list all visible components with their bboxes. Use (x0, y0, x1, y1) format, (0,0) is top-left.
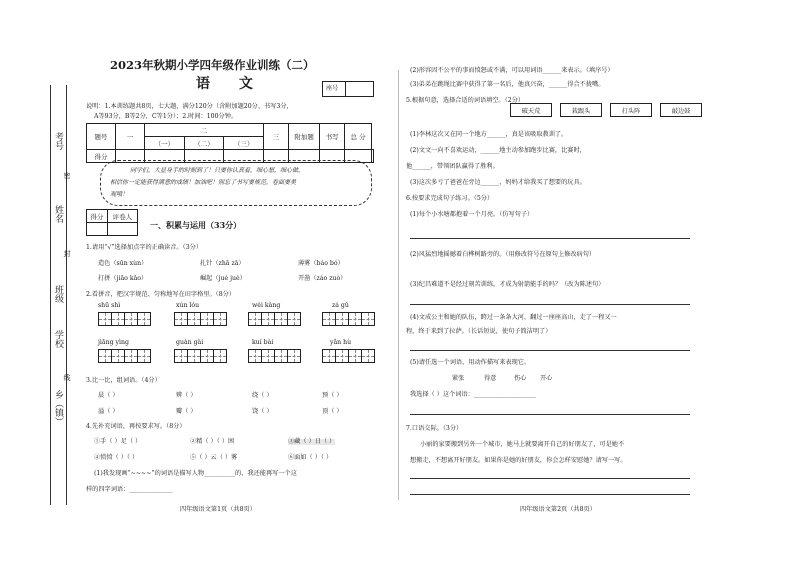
subject-title: 语 文 (196, 76, 265, 92)
score-table (86, 123, 374, 163)
q4-item[interactable]: ③藏（ ）日（ ） (288, 438, 336, 445)
answer-line[interactable] (410, 494, 690, 495)
q1-item[interactable]: 薄雾（báo bó） (298, 260, 344, 267)
q6-choose[interactable]: 我选择（ ）这个词语：____________________ (410, 391, 536, 398)
q3-item[interactable]: 晨（ ） (98, 392, 119, 399)
q4-item[interactable]: ⑥面如（ ）（ ） (288, 454, 333, 461)
grader-score-cell[interactable] (87, 223, 108, 236)
answer-line[interactable] (410, 414, 690, 415)
q5-item-3[interactable]: (3)这次多亏了爸爸在旁边______，妈妈才给我买了想要的玩具。 (410, 179, 586, 186)
page-divider (398, 70, 399, 500)
q6-item-5: (5)请任选一个词语，用动作描写来表现它。 (410, 359, 531, 366)
tianzi-grid[interactable] (322, 349, 374, 363)
q6-option: 得意 (484, 375, 497, 382)
seal-mi: 密 (63, 172, 71, 179)
instructions-line-1: 说明：1.本训练题共8页，七大题，满分120分（含附加题20分、书写3分， (86, 103, 293, 110)
score-th-2: 二 (145, 124, 264, 137)
q3-item[interactable]: 顶（ ） (322, 408, 343, 415)
instructions-line-2: A等93分，B等2分，C等1分）；2.时间：100分钟。 (94, 113, 238, 120)
q5-item-1[interactable]: (1)李林这次又在同一个地方______，真是该吸取教训了。 (410, 131, 568, 138)
grader-score-label: 得分 (87, 210, 108, 223)
score-th-2-2: （二） (184, 137, 224, 150)
q4-text: 4.先补充词语，再按要求写。（8分） (86, 423, 186, 430)
q4-sub1: (1)我发现画“~~~~”的词语是描写人物__________的，我还能再写一个这 (94, 470, 297, 477)
grader-name-cell[interactable] (107, 223, 137, 236)
q6-item-4: (4)文成公主和她的队伍，跨过一条条大河，翻过一座座高山，走了一程又一 (410, 314, 617, 321)
grader-table (86, 209, 138, 236)
score-th-1: 一 (116, 124, 145, 150)
answer-line[interactable] (410, 350, 690, 351)
tianzi-grid[interactable] (98, 312, 150, 326)
q2-pinyin: shū shì (98, 302, 121, 309)
q6-item-3: (3)纪昌难道不是经过刻苦训练，才成为射箭能手的吗？（改为陈述句） (410, 281, 605, 288)
q3-item[interactable]: 瓣（ ） (176, 408, 197, 415)
score-row-label: 得分 (87, 150, 116, 163)
q5-item-2b[interactable]: 他______，带领团队赢得了胜利。 (406, 163, 499, 170)
answer-line[interactable] (410, 238, 690, 239)
word-option: 打头阵 (610, 103, 652, 117)
score-th-3: 三 (264, 124, 289, 150)
q7-text: 7.口语交际。（3分） (406, 425, 463, 432)
q6-option: 开心 (540, 375, 553, 382)
q2-pinyin: guàn gài (176, 339, 204, 346)
q7-line-1: 小丽的家要搬到另外一个城市，她马上就要离开自己的好朋友了，可是她不 (420, 441, 625, 448)
q3-item[interactable]: 饶（ ） (252, 408, 273, 415)
score-th-total: 总 分 (345, 124, 372, 150)
word-option: 栽跟头 (560, 103, 602, 117)
tianzi-grid[interactable] (248, 349, 300, 363)
seat-label: 座号 (326, 85, 339, 92)
score-th-label: 题号 (87, 124, 116, 150)
q4-item[interactable]: ②精（ ）（ ）困 (190, 438, 235, 445)
score-th-writing: 书写 (320, 124, 345, 150)
binding-label-name: 姓名 (53, 205, 63, 223)
q3-item[interactable]: 预（ ） (322, 392, 343, 399)
tianzi-grid[interactable] (248, 312, 300, 326)
seal-feng: 封 (63, 250, 71, 257)
q4-cont-3: (3)弟弟在跳绳比赛中获得了第一名后，他真兴奋，______得合不拢嘴。 (410, 81, 605, 88)
score-th-2-3: （三） (224, 137, 264, 150)
answer-line[interactable] (410, 304, 690, 305)
q4-item[interactable]: ⑤（ ）云（ ）雾 (190, 454, 238, 461)
encourage-line-2: 相信你一定能获得满意的成绩！加油吧！别忘了书写要规范，卷面要美 (110, 179, 297, 186)
q2-text: 2.看拼音，把汉字规范、匀称地写在田字格里。（8分） (86, 291, 236, 298)
tianzi-grid[interactable] (174, 312, 226, 326)
q7-line-2: 想搬走，不想离开好朋友。如果你是她的好朋友，你会怎样安慰她？请写一写。 (410, 457, 627, 464)
q1-text: 1.请用“√”选择加点字的正确读音。（3分） (86, 244, 203, 251)
section1-heading: 一、积累与运用（33分） (150, 220, 242, 230)
q4-cont-2: (2)形容因不公平的事而愤怒或不满，可以用词语______来表示。（填序号） (410, 67, 614, 74)
q3-item[interactable]: 辨（ ） (176, 392, 197, 399)
q2-pinyin: jiāng yìng (98, 339, 129, 346)
binding-label-class: 班级 (53, 285, 63, 303)
tianzi-grid[interactable] (174, 349, 226, 363)
encourage-line-1: 同学们，大显身手的时刻到了！只要你认真看，细心想，细心做， (130, 167, 305, 174)
q2-pinyin: yǎn hù (330, 339, 352, 346)
q2-pinyin: zá gǔ (332, 302, 349, 309)
grader-name-label: 评卷人 (107, 210, 137, 223)
q3-text: 3.比一比，组词语。（4分） (86, 377, 161, 384)
binding-line-inner (66, 85, 67, 505)
score-th-2-1: （一） (145, 137, 185, 150)
q5-text: 5.根据句意，选择合适的词语填空。（2分） (406, 97, 525, 104)
word-option: 破天荒 (510, 103, 552, 117)
q1-item[interactable]: 打拼（jiāo kǎo） (98, 275, 148, 282)
q6-option: 伤心 (514, 375, 527, 382)
q1-item[interactable]: 造色（sūn xùn） (98, 260, 148, 267)
seal-xian: 线 (63, 374, 71, 381)
encourage-line-3: 观哦！ (110, 191, 129, 198)
q4-item[interactable]: ①手（ ）足（ ） (94, 438, 142, 445)
q3-item[interactable]: 溢（ ） (98, 408, 119, 415)
seat-box[interactable] (322, 81, 374, 97)
q6-item-1: (1)每个小水塘都抱着一个月亮。（仿写句子） (410, 211, 534, 218)
q2-pinyin: wéi kàng (252, 302, 281, 309)
q6-text: 6.按要求完成句子练习。（5分） (406, 195, 494, 202)
q2-pinyin: xún lóu (176, 302, 200, 309)
word-option: 敲边鼓 (660, 103, 702, 117)
tianzi-grid[interactable] (98, 349, 150, 363)
q3-item[interactable]: 绕（ ） (252, 392, 273, 399)
q1-item[interactable]: 开凿（záo zuò） (298, 275, 347, 282)
binding-label-school: 学校 (53, 330, 63, 348)
answer-line[interactable] (410, 478, 690, 479)
q1-item[interactable]: 扎针（zhā zā） (200, 260, 245, 267)
exam-title: 2023年秋期小学四年级作业训练（二） (110, 58, 315, 72)
left-footer: 四年级语文第1页（共8页） (180, 506, 256, 513)
right-footer: 四年级语文第2页（共8页） (520, 506, 596, 513)
q6-item-4b: 程，终于来到了拉萨。（长话短说，使句子简洁明了） (406, 328, 552, 335)
q2-pinyin: kuí bài (252, 339, 274, 346)
q1-item[interactable]: 崛起（jué juè） (200, 275, 246, 282)
binding-label-town: 乡（镇） (53, 390, 63, 426)
binding-label-exam-no: 考号 (53, 132, 63, 150)
q4-item[interactable]: ④愤愤（ ）（ ） (94, 454, 139, 461)
q4-sub2: 样的四字词语：______________ (86, 486, 173, 493)
score-th-extra: 附加题 (289, 124, 320, 150)
binding-line-outer (50, 85, 51, 505)
q5-item-2[interactable]: (2)文文一向不喜欢运动，______地主动参加跑步比赛，比赛时， (410, 147, 586, 154)
q6-option: 紧张 (452, 375, 465, 382)
q6-item-2: (2)风猛烈地摇撼着白桦树路旁的。（用修改符号在原句上修改病句） (410, 251, 596, 258)
tianzi-grid[interactable] (322, 312, 374, 326)
score-cell[interactable] (372, 150, 374, 163)
